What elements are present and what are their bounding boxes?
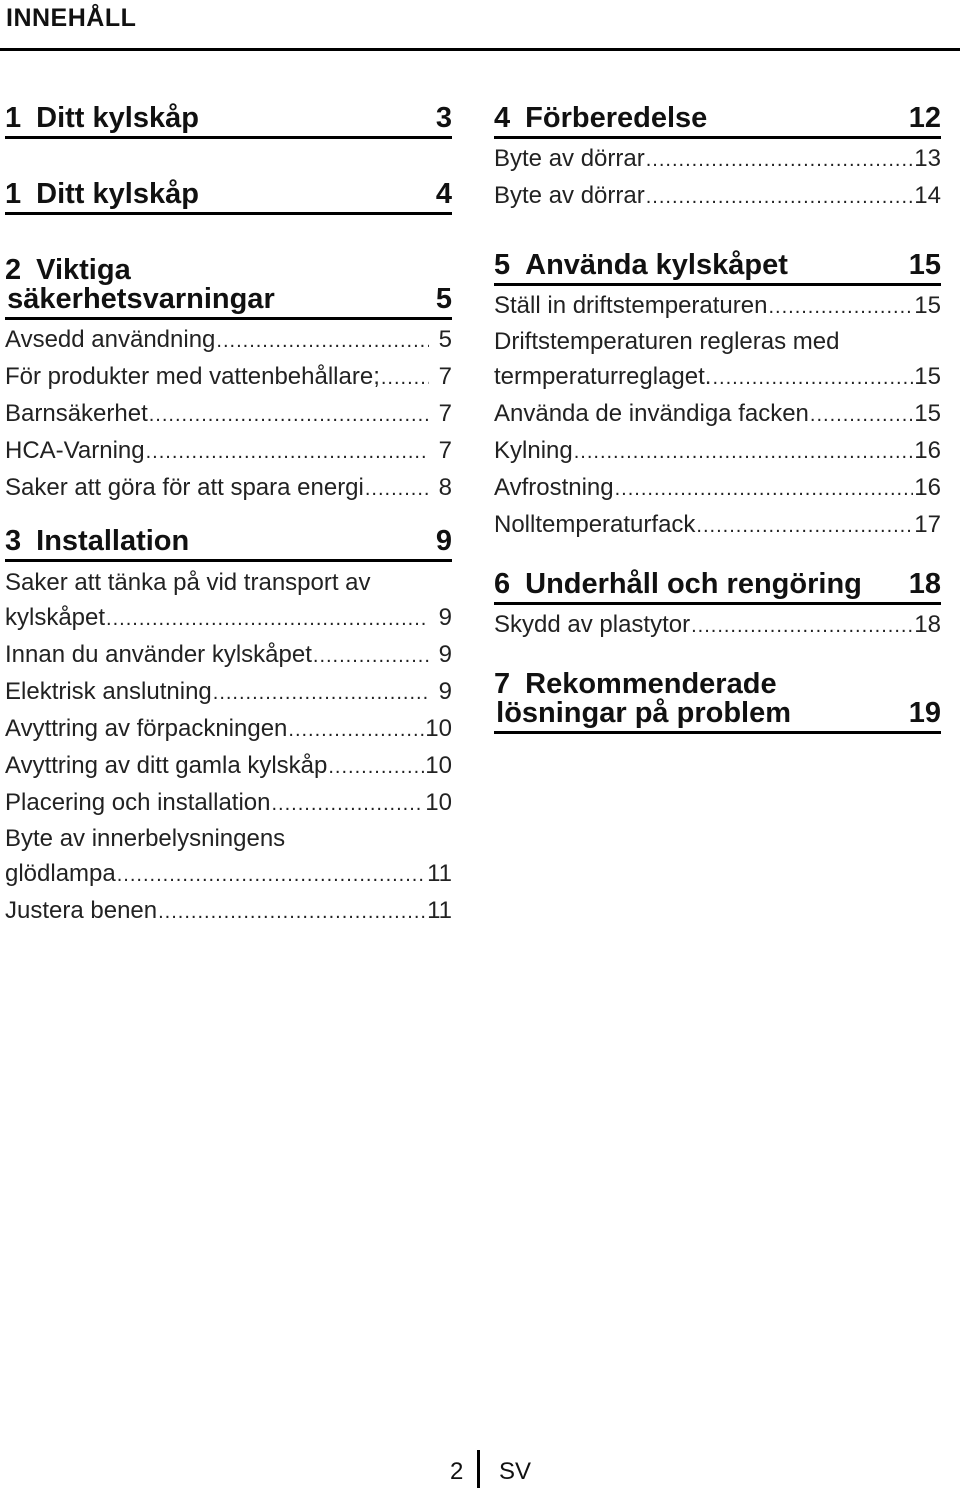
- toc-entry-label: Innan du använder kylskåpet: [5, 641, 312, 668]
- toc-entry-line1[interactable]: Byte av innerbelysningens: [5, 825, 286, 852]
- section-page: 12: [908, 102, 941, 134]
- dot-leader: [691, 608, 913, 644]
- section-title-wrap: [496, 668, 792, 729]
- toc-entry-page: 15: [914, 363, 941, 390]
- toc-entry-page: 10: [425, 789, 452, 816]
- toc-entry-line1[interactable]: Saker att tänka på vid transport av: [5, 569, 371, 596]
- page-header: [0, 0, 960, 51]
- toc-entry[interactable]: [5, 359, 452, 396]
- section-3-entries: [5, 566, 452, 930]
- toc-entry-page: 17: [914, 511, 941, 538]
- toc-entry-page: 16: [914, 474, 941, 501]
- toc-entry[interactable]: [494, 141, 941, 178]
- section-heading-3[interactable]: [5, 527, 452, 562]
- toc-entry-label: Använda de invändiga facken: [494, 400, 809, 427]
- toc-entry-page: 9: [438, 678, 452, 705]
- section-number: 3: [5, 525, 22, 557]
- toc-entry[interactable]: [5, 470, 452, 507]
- dot-leader: [646, 179, 914, 215]
- section-title: Underhåll och rengöring: [525, 568, 862, 600]
- toc-entry-page: 11: [427, 860, 452, 887]
- section-page: 19: [908, 697, 941, 729]
- section-heading-7[interactable]: [494, 670, 941, 734]
- section-page: 4: [435, 178, 452, 210]
- section-title-line1: Rekommenderade: [525, 668, 777, 700]
- section-heading-1a[interactable]: [5, 104, 452, 139]
- toc-entry[interactable]: [494, 359, 941, 396]
- section-number: 7: [494, 668, 511, 700]
- section-title: Använda kylskåpet: [525, 249, 788, 281]
- dot-leader: [149, 397, 429, 433]
- language-code: SV: [499, 1458, 532, 1485]
- toc-entry-label: Justera benen: [5, 897, 158, 924]
- toc-entry-label: Avyttring av förpackningen: [5, 715, 288, 742]
- section-2-entries: [5, 322, 452, 507]
- toc-entry-label: Barnsäkerhet: [5, 400, 148, 427]
- dot-leader: [615, 471, 914, 507]
- section-number: 1: [5, 178, 22, 210]
- toc-entry[interactable]: [5, 322, 452, 359]
- dot-leader: [313, 638, 429, 674]
- section-4-entries: [494, 141, 941, 215]
- dot-leader: [216, 323, 429, 359]
- toc-entry-page: 10: [425, 715, 452, 742]
- toc-entry-page: 13: [914, 145, 941, 172]
- toc-entry-page: 14: [914, 182, 941, 209]
- toc-entry[interactable]: [5, 893, 452, 930]
- section-title: Installation: [36, 525, 190, 557]
- section-number: 6: [494, 568, 511, 600]
- footer-divider: [477, 1450, 480, 1488]
- dot-leader: [213, 675, 429, 711]
- toc-entry-page: 15: [914, 400, 941, 427]
- toc-entry-page: 7: [438, 437, 452, 464]
- section-heading-5[interactable]: [494, 251, 941, 286]
- section-number: 2: [5, 254, 22, 286]
- dot-leader: [381, 360, 429, 396]
- toc-entry-label: Avfrostning: [494, 474, 614, 501]
- section-heading-1b[interactable]: [5, 180, 452, 215]
- toc-entry-label: Ställ in driftstemperaturen: [494, 292, 768, 319]
- toc-entry-page: 7: [438, 400, 452, 427]
- section-heading-6[interactable]: [494, 570, 941, 605]
- section-heading-4[interactable]: [494, 104, 941, 139]
- toc-entry[interactable]: [494, 507, 941, 544]
- toc-entry-line1[interactable]: Driftstemperaturen regleras med: [494, 328, 840, 355]
- section-title: Ditt kylskåp: [36, 102, 199, 134]
- toc-entry-label: HCA-Varning: [5, 437, 145, 464]
- page-footer: [0, 1448, 960, 1490]
- toc-entry[interactable]: [5, 785, 452, 822]
- section-number: 5: [494, 249, 511, 281]
- toc-entry-label: Skydd av plastytor: [494, 611, 691, 638]
- section-6-entries: [494, 607, 941, 644]
- toc-entry-label: Elektrisk anslutning: [5, 678, 212, 705]
- section-page: 9: [435, 525, 452, 557]
- section-title-line2: säkerhetsvarningar: [7, 283, 275, 315]
- dot-leader: [810, 397, 913, 433]
- section-heading-2[interactable]: [5, 256, 452, 320]
- dot-leader: [272, 786, 425, 822]
- toc-entry-page: 11: [427, 897, 452, 924]
- toc-entry-page: 18: [914, 611, 941, 638]
- toc-entry-page: 5: [438, 326, 452, 353]
- toc-entry-label: Byte av dörrar: [494, 182, 645, 209]
- toc-entry-label: Nolltemperaturfack: [494, 511, 696, 538]
- section-title-line2: lösningar på problem: [496, 697, 792, 729]
- section-title-wrap: [7, 254, 275, 315]
- toc-entry-label: termperaturreglaget.: [494, 363, 712, 390]
- toc-entry[interactable]: [494, 178, 941, 215]
- dot-leader: [328, 749, 424, 785]
- toc-entry[interactable]: [5, 600, 452, 637]
- toc-entry[interactable]: [494, 470, 941, 507]
- toc-entry[interactable]: [5, 674, 452, 711]
- dot-leader: [288, 712, 424, 748]
- section-title: Förberedelse: [525, 102, 708, 134]
- toc-entry[interactable]: [5, 433, 452, 470]
- dot-leader: [365, 471, 429, 507]
- section-number: 1: [5, 102, 22, 134]
- dot-leader: [574, 434, 914, 470]
- page-number: 2: [450, 1458, 464, 1485]
- dot-leader: [158, 894, 426, 930]
- toc-entry-label: Placering och installation: [5, 789, 271, 816]
- section-page: 3: [435, 102, 452, 134]
- toc-entry-label: kylskåpet: [5, 604, 106, 631]
- toc-entry[interactable]: [5, 396, 452, 433]
- toc-entry[interactable]: [5, 637, 452, 674]
- section-number: 4: [494, 102, 511, 134]
- toc-entry-label: Avyttring av ditt gamla kylskåp: [5, 752, 328, 779]
- toc-entry-label: glödlampa: [5, 860, 116, 887]
- toc-entry-page: 9: [438, 641, 452, 668]
- dot-leader: [712, 360, 913, 396]
- toc-entry-label: Saker att göra för att spara energi: [5, 474, 364, 501]
- toc-entry-label: Kylning: [494, 437, 573, 464]
- toc-entry[interactable]: [5, 856, 452, 893]
- toc-entry-label: För produkter med vattenbehållare;: [5, 363, 380, 390]
- section-page: 18: [908, 568, 941, 600]
- page-title: INNEHÅLL: [6, 4, 137, 32]
- dot-leader: [146, 434, 429, 470]
- section-page: 5: [435, 283, 452, 315]
- dot-leader: [768, 289, 913, 325]
- toc-entry-page: 15: [914, 292, 941, 319]
- section-title-line1: Viktiga: [36, 254, 131, 286]
- toc-entry[interactable]: [5, 748, 452, 785]
- toc-entry-page: 7: [438, 363, 452, 390]
- toc-entry-label: Byte av dörrar: [494, 145, 645, 172]
- toc-entry[interactable]: [494, 288, 941, 325]
- toc-entry-page: 10: [425, 752, 452, 779]
- toc-left-column: [5, 100, 452, 930]
- toc-entry[interactable]: [5, 711, 452, 748]
- section-5-entries: [494, 288, 941, 544]
- toc-entry-page: 9: [438, 604, 452, 631]
- dot-leader: [106, 601, 429, 637]
- dot-leader: [117, 857, 426, 893]
- toc-entry-page: 8: [438, 474, 452, 501]
- toc-right-column: [494, 100, 941, 734]
- toc-entry[interactable]: [494, 607, 941, 644]
- dot-leader: [696, 508, 913, 544]
- toc-entry[interactable]: [494, 396, 941, 433]
- toc-entry[interactable]: [494, 433, 941, 470]
- section-title: Ditt kylskåp: [36, 178, 199, 210]
- toc-entry-label: Avsedd användning: [5, 326, 216, 353]
- dot-leader: [646, 142, 914, 178]
- section-page: 15: [908, 249, 941, 281]
- toc-entry-page: 16: [914, 437, 941, 464]
